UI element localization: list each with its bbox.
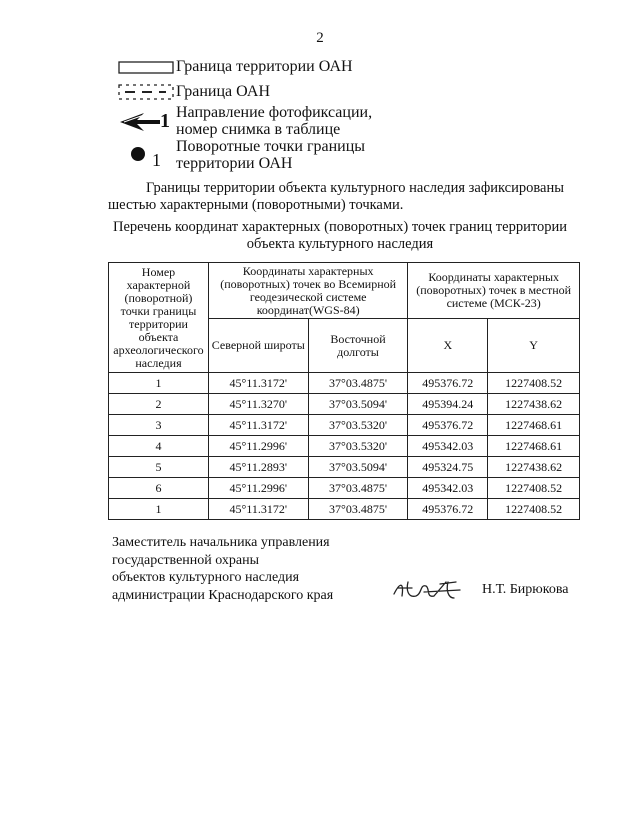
- longitude: 37°03.5320': [308, 415, 408, 436]
- table-caption-line-1: Перечень координат характерных (поворотных) точек границ территории: [112, 219, 568, 235]
- point-number: 2: [109, 394, 209, 415]
- intro-line-1: Границы территории объекта культурного наследия зафиксированы: [146, 180, 564, 196]
- handwritten-signature-icon: [390, 576, 470, 604]
- x-coordinate: 495394.24: [408, 394, 488, 415]
- dashed-line-symbol-icon: [118, 84, 174, 100]
- header-wgs84: Координаты характерных (поворотных) точек во Всемирной геодезической системе координат(WGS-84): [208, 263, 407, 319]
- signatory-title-line: объектов культурного наследия: [112, 570, 300, 585]
- x-coordinate: 495376.72: [408, 415, 488, 436]
- x-coordinate: 495324.75: [408, 457, 488, 478]
- legend-label: территории ОАН: [176, 155, 293, 172]
- header-x: X: [408, 319, 488, 373]
- signatory-title-line: Заместитель начальника управления: [112, 535, 330, 550]
- y-coordinate: 1227408.52: [488, 499, 580, 520]
- latitude: 45°11.2893': [208, 457, 308, 478]
- legend-number: 1: [152, 150, 161, 170]
- legend-label: Граница ОАН: [176, 83, 270, 100]
- legend-label: Поворотные точки границы: [176, 138, 366, 155]
- point-number: 1: [109, 499, 209, 520]
- table-row: [109, 436, 580, 457]
- table-row: [109, 457, 580, 478]
- latitude: 45°11.2996': [208, 478, 308, 499]
- header-east-longitude: Восточной долготы: [308, 319, 408, 373]
- dot-symbol-icon: [130, 146, 146, 162]
- latitude: 45°11.3270': [208, 394, 308, 415]
- point-number: 6: [109, 478, 209, 499]
- signatory-title: [112, 534, 333, 604]
- arrow-symbol-icon: [118, 112, 162, 132]
- legend-label: номер снимка в таблице: [176, 121, 341, 138]
- x-coordinate: 495376.72: [408, 373, 488, 394]
- x-coordinate: 495376.72: [408, 499, 488, 520]
- longitude: 37°03.5094': [308, 457, 408, 478]
- legend-label: Направление фотофиксации,: [176, 104, 373, 121]
- longitude: 37°03.5094': [308, 394, 408, 415]
- header-msk23: Координаты характерных (поворотных) точек в местной системе (МСК-23): [408, 263, 580, 319]
- point-number: 4: [109, 436, 209, 457]
- y-coordinate: 1227438.62: [488, 457, 580, 478]
- y-coordinate: 1227468.61: [488, 415, 580, 436]
- y-coordinate: 1227438.62: [488, 394, 580, 415]
- table-row: [109, 394, 580, 415]
- table-row: [109, 373, 580, 394]
- legend-label: Граница территории ОАН: [176, 58, 353, 75]
- longitude: 37°03.5320': [308, 436, 408, 457]
- page-number: 2: [316, 30, 324, 46]
- point-number: 5: [109, 457, 209, 478]
- longitude: 37°03.4875': [308, 478, 408, 499]
- longitude: 37°03.4875': [308, 499, 408, 520]
- y-coordinate: 1227408.52: [488, 373, 580, 394]
- signatory-name: Н.Т. Бирюкова: [482, 582, 569, 597]
- point-number: 1: [109, 373, 209, 394]
- latitude: 45°11.3172': [208, 415, 308, 436]
- x-coordinate: 495342.03: [408, 478, 488, 499]
- header-y: Y: [488, 319, 580, 373]
- y-coordinate: 1227408.52: [488, 478, 580, 499]
- double-line-symbol-icon: [118, 61, 174, 75]
- coordinates-table: [108, 262, 580, 520]
- table-caption-line-2: объекта культурного наследия: [246, 236, 434, 252]
- latitude: 45°11.2996': [208, 436, 308, 457]
- longitude: 37°03.4875': [308, 373, 408, 394]
- header-north-latitude: Северной широты: [208, 319, 308, 373]
- latitude: 45°11.3172': [208, 373, 308, 394]
- y-coordinate: 1227468.61: [488, 436, 580, 457]
- signatory-title-line: администрации Краснодарского края: [112, 587, 334, 603]
- point-number: 3: [109, 415, 209, 436]
- x-coordinate: 495342.03: [408, 436, 488, 457]
- signatory-title-line: государственной охраны: [112, 552, 260, 568]
- table-row: [109, 415, 580, 436]
- latitude: 45°11.3172': [208, 499, 308, 520]
- legend-number: 1: [160, 110, 170, 132]
- intro-line-2: шестью характерными (поворотными) точками.: [108, 197, 404, 213]
- header-point-number: Номер характерной (поворотной) точки границы территории объекта археологического наследия: [109, 263, 209, 373]
- table-row: [109, 499, 580, 520]
- table-row: [109, 478, 580, 499]
